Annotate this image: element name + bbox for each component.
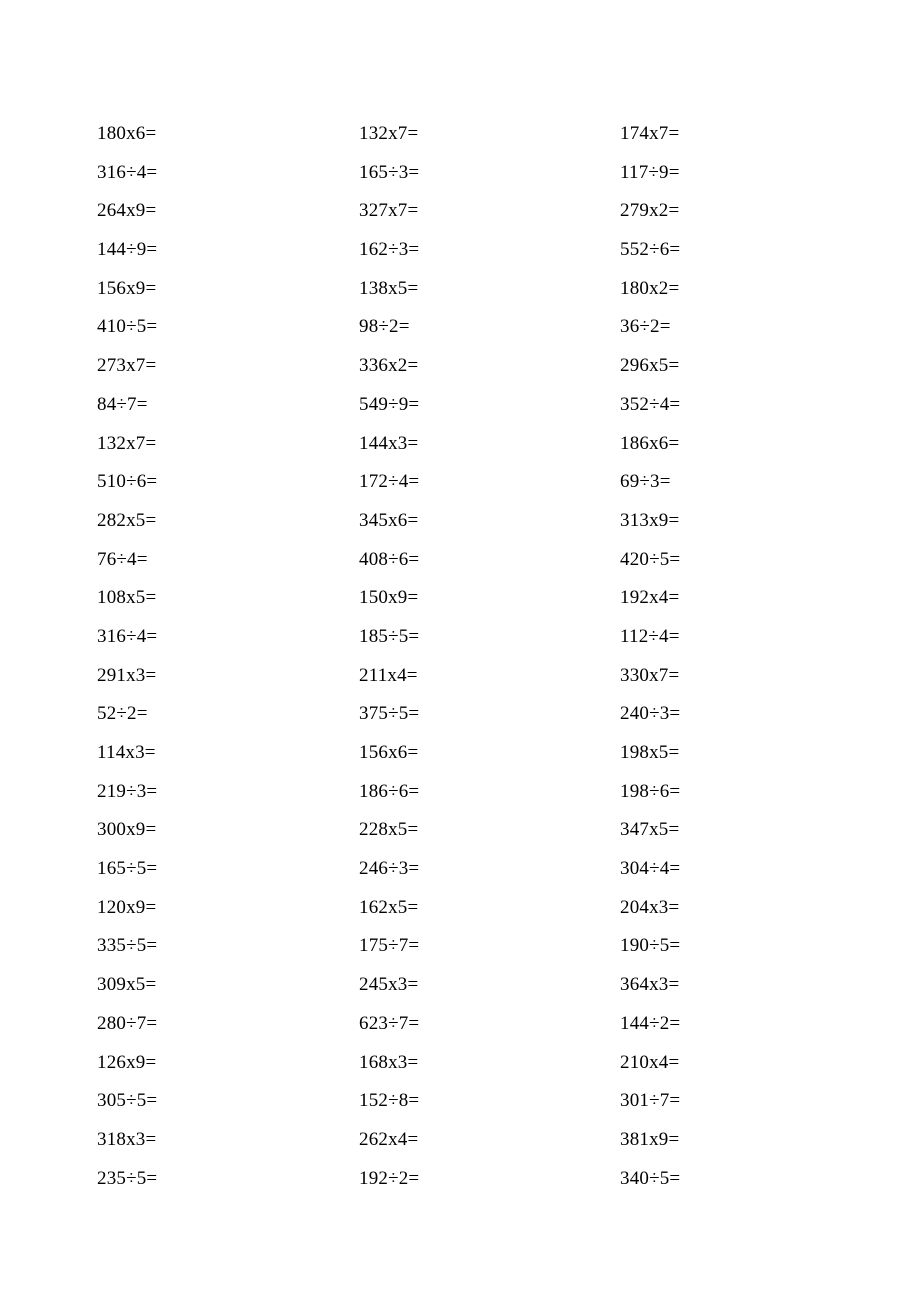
math-problem: 150x9=: [359, 587, 419, 609]
math-problem: 180x2=: [620, 277, 680, 299]
math-problem: 228x5=: [359, 819, 419, 841]
math-problem: 381x9=: [620, 1128, 680, 1150]
math-problem: 185÷5=: [359, 625, 420, 647]
math-problem: 165÷5=: [97, 858, 158, 880]
math-problem: 144x3=: [359, 432, 419, 454]
math-problem: 327x7=: [359, 200, 419, 222]
math-problem: 186x6=: [620, 432, 680, 454]
math-problem: 132x7=: [359, 123, 419, 144]
math-problem: 335÷5=: [97, 935, 158, 957]
math-problem: 235÷5=: [97, 1167, 158, 1189]
math-problem: 192÷2=: [359, 1167, 420, 1189]
math-problem: 174x7=: [620, 123, 680, 144]
math-problem: 313x9=: [620, 509, 680, 531]
math-problem: 156x6=: [359, 742, 419, 763]
math-problem: 138x5=: [359, 277, 419, 299]
math-problem: 352÷4=: [620, 393, 681, 415]
problem-column-3: [620, 115, 860, 1198]
math-problem: 340÷5=: [620, 1167, 681, 1189]
math-problem: 108x5=: [97, 587, 157, 609]
math-problem: 282x5=: [97, 509, 157, 531]
math-problem: 168x3=: [359, 1051, 419, 1073]
math-problem: 262x4=: [359, 1128, 419, 1150]
math-problem: 408÷6=: [359, 548, 420, 570]
math-problem: 120x9=: [97, 896, 157, 918]
math-problem: 305÷5=: [97, 1090, 158, 1112]
math-problem: 240÷3=: [620, 703, 681, 725]
math-problem: 114x3=: [97, 742, 156, 763]
math-problem: 309x5=: [97, 974, 157, 996]
math-problem: 76÷4=: [97, 548, 148, 570]
math-problem: 364x3=: [620, 974, 680, 996]
math-problem: 410÷5=: [97, 316, 158, 338]
math-problem: 279x2=: [620, 200, 680, 222]
math-problem: 211x4=: [359, 664, 418, 686]
math-problem: 36÷2=: [620, 316, 671, 338]
math-problem: 84÷7=: [97, 393, 148, 415]
math-problem: 510÷6=: [97, 471, 158, 493]
math-problem: 132x7=: [97, 432, 157, 454]
problem-column-2: [359, 115, 599, 1198]
math-problem: 198÷6=: [620, 780, 681, 802]
math-problem: 52÷2=: [97, 703, 148, 725]
math-problem: 264x9=: [97, 200, 157, 222]
math-problem: 204x3=: [620, 896, 680, 918]
math-problem: 192x4=: [620, 587, 680, 609]
math-problem: 152÷8=: [359, 1090, 420, 1112]
math-problem: 162x5=: [359, 896, 419, 918]
math-problem: 296x5=: [620, 355, 680, 377]
math-problem: 246÷3=: [359, 858, 420, 880]
math-problem: 126x9=: [97, 1051, 157, 1073]
math-problem: 336x2=: [359, 355, 419, 377]
math-problem: 219÷3=: [97, 780, 158, 802]
math-problem: 186÷6=: [359, 780, 420, 802]
math-problem: 330x7=: [620, 664, 680, 686]
math-problem: 316÷4=: [97, 625, 158, 647]
math-problem: 420÷5=: [620, 548, 681, 570]
math-problem: 552÷6=: [620, 239, 681, 261]
math-problem: 69÷3=: [620, 471, 671, 493]
math-problem: 347x5=: [620, 819, 680, 841]
math-problem: 280÷7=: [97, 1012, 158, 1034]
math-problem: 375÷5=: [359, 703, 420, 725]
math-problem: 117÷9=: [620, 161, 680, 183]
math-problem: 162÷3=: [359, 239, 420, 261]
math-problem: 316÷4=: [97, 161, 158, 183]
math-problem: 172÷4=: [359, 471, 420, 493]
math-problem: 345x6=: [359, 509, 419, 531]
math-problem: 291x3=: [97, 664, 157, 686]
math-problem: 300x9=: [97, 819, 157, 841]
math-problem: 112÷4=: [620, 625, 680, 647]
math-problem: 318x3=: [97, 1128, 157, 1150]
math-problem: 210x4=: [620, 1051, 680, 1073]
math-problem: 549÷9=: [359, 393, 420, 415]
math-problem: 175÷7=: [359, 935, 420, 957]
math-problem: 190÷5=: [620, 935, 681, 957]
problem-column-1: [97, 115, 337, 1198]
math-problem: 165÷3=: [359, 161, 420, 183]
math-problem: 156x9=: [97, 277, 157, 299]
math-problem: 144÷9=: [97, 239, 158, 261]
math-problem: 623÷7=: [359, 1012, 420, 1034]
math-problem: 98÷2=: [359, 316, 410, 338]
math-problem: 180x6=: [97, 123, 157, 144]
math-problem: 144÷2=: [620, 1012, 681, 1034]
math-problem: 304÷4=: [620, 858, 681, 880]
math-problem: 198x5=: [620, 742, 680, 763]
math-problem: 273x7=: [97, 355, 157, 377]
math-problem: 301÷7=: [620, 1090, 681, 1112]
math-problem: 245x3=: [359, 974, 419, 996]
